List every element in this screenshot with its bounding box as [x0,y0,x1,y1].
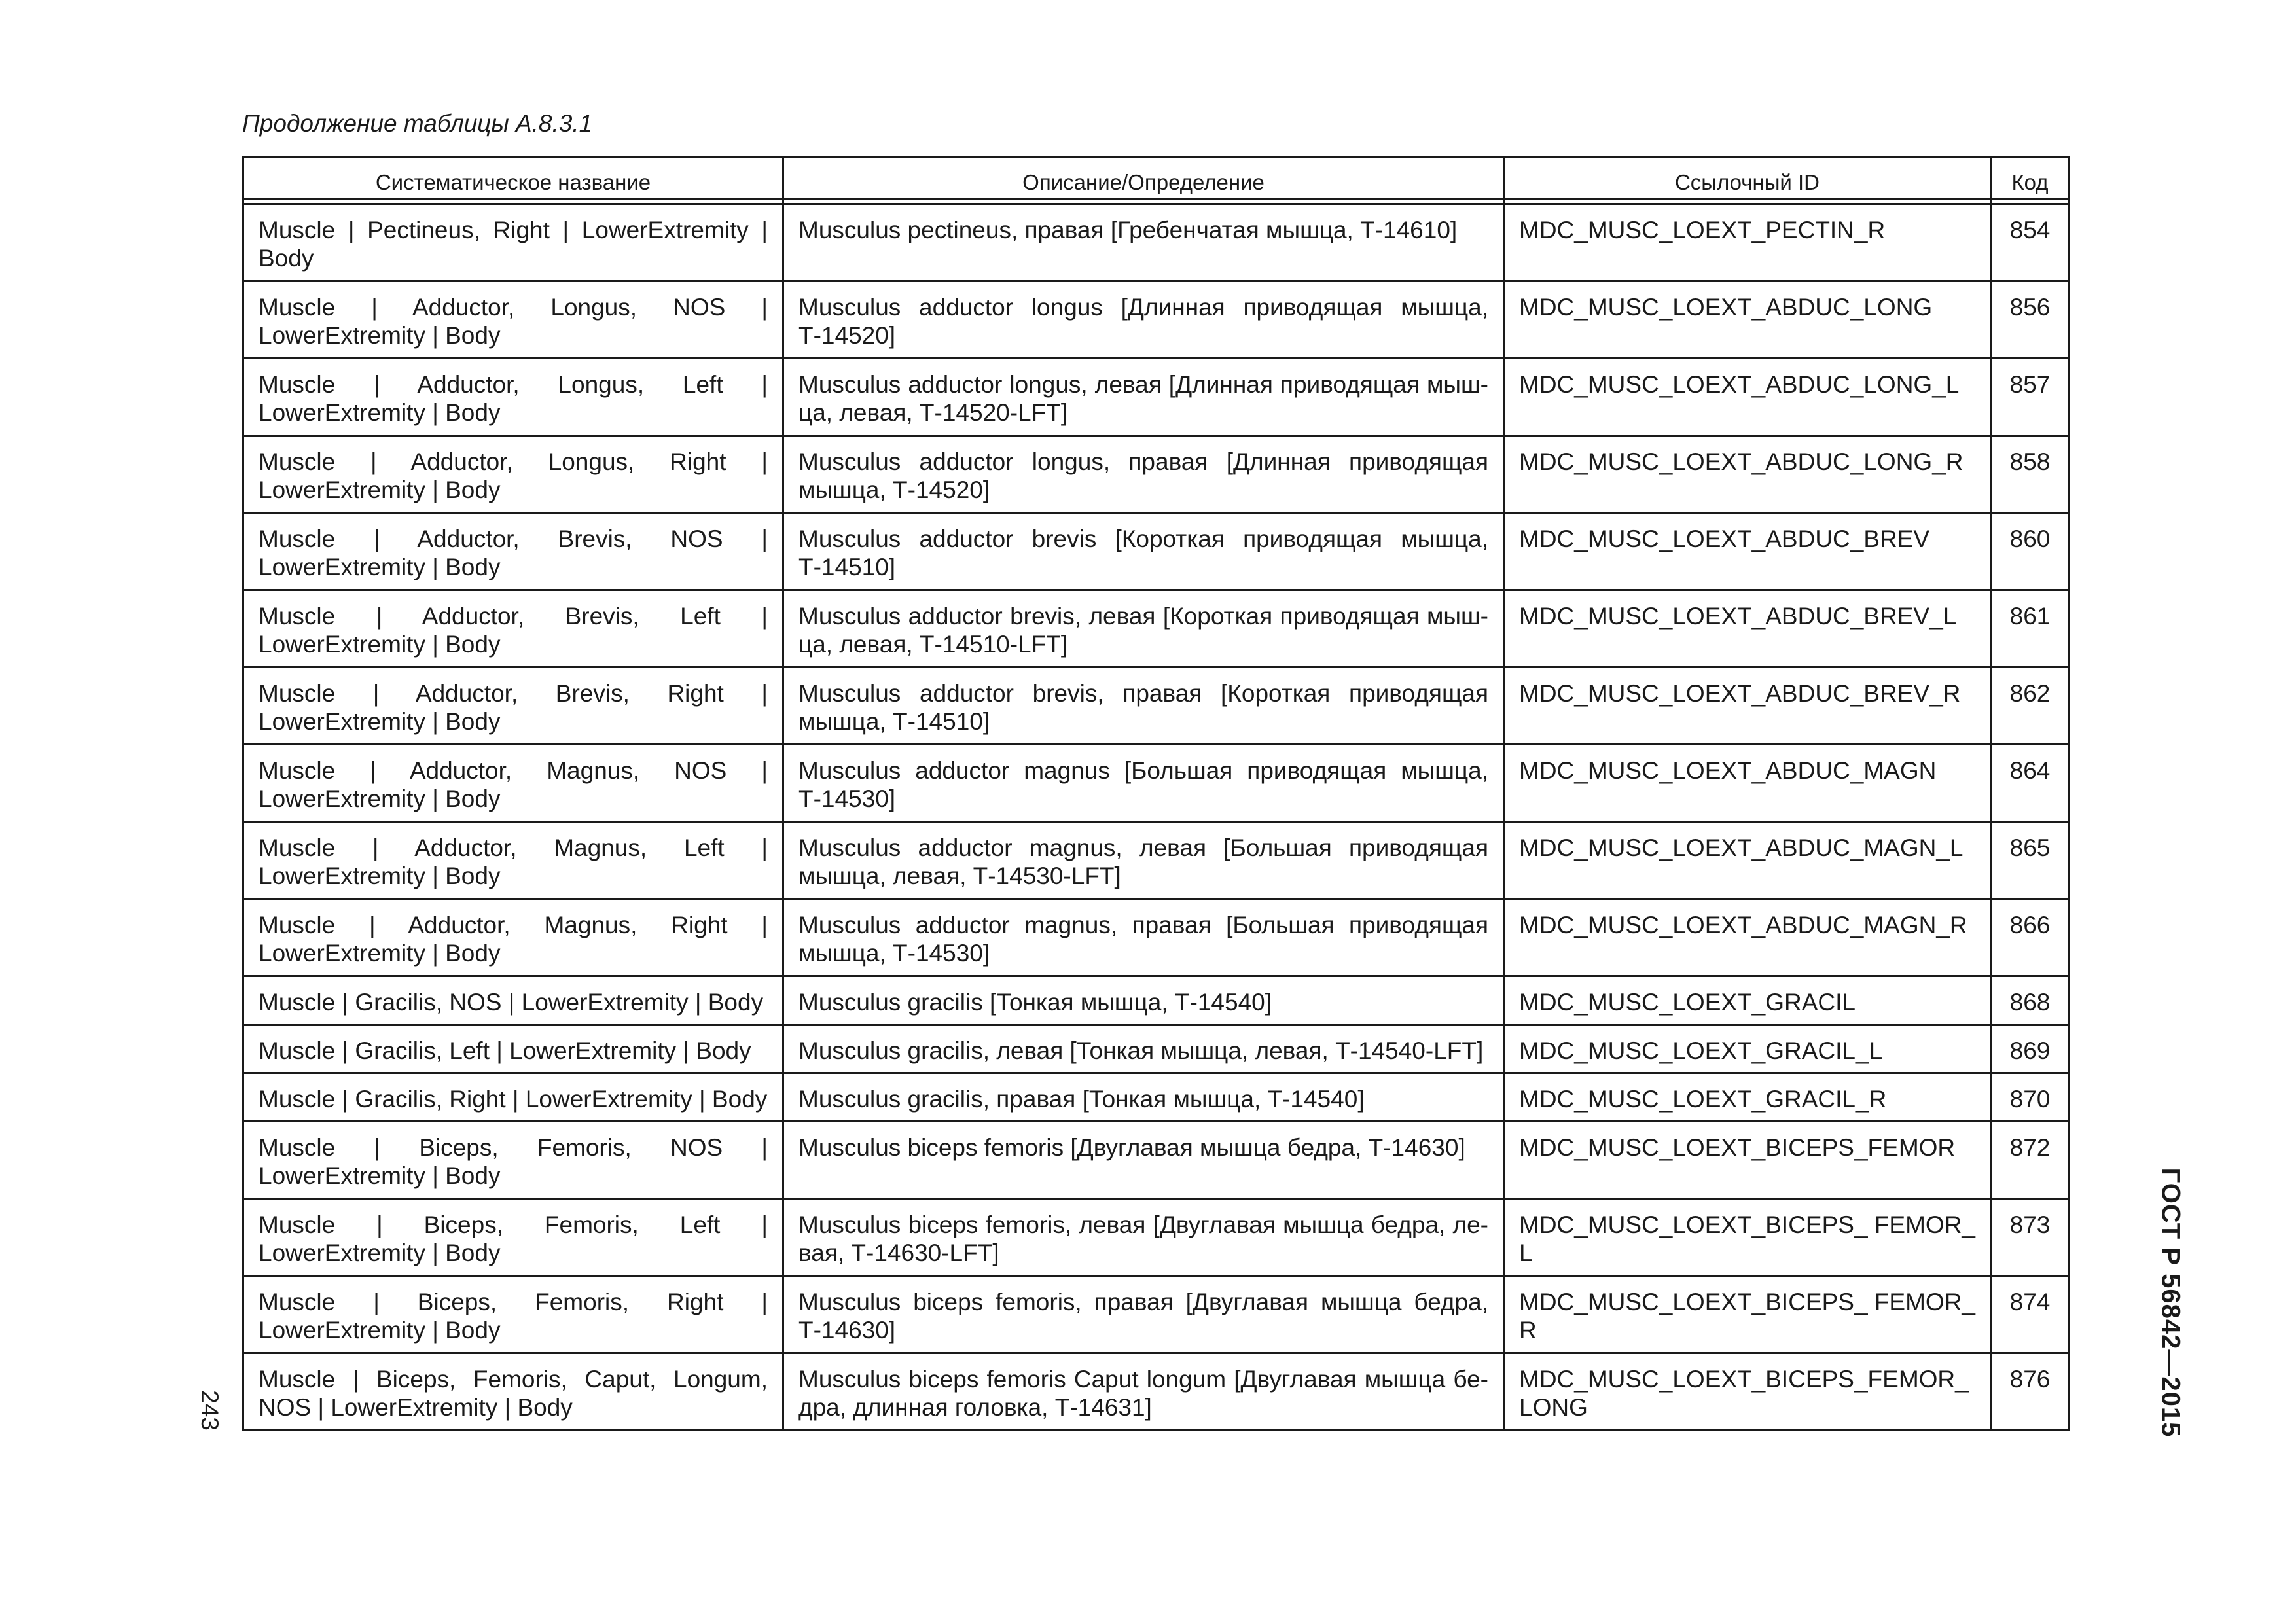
cell-reference-id: MDC_MUSC_LOEXT_ABDUC_LONG_L [1504,359,1991,436]
cell-systematic-name: Muscle | Adductor, Magnus, Left | LowerExtremity | Body [243,822,783,899]
cell-reference-id: MDC_MUSC_LOEXT_ABDUC_MAGN [1504,745,1991,822]
cell-code: 865 [1991,822,2070,899]
cell-reference-id: MDC_MUSC_LOEXT_ABDUC_LONG_R [1504,436,1991,513]
cell-description: Musculus adductor magnus, левая [Большая приводящая мышца, левая, Т-14530-LFT] [783,822,1504,899]
header-description: Описание/Определение [783,157,1504,199]
cell-description: Musculus adductor brevis [Короткая приводящая мышца, Т-14510] [783,513,1504,590]
table-row [243,590,2070,668]
cell-description: Musculus biceps femoris, левая [Двуглавая мышца бедра, ле-вая, Т-14630-LFT] [783,1199,1504,1276]
header-separator [243,199,2070,204]
table-caption: Продолжение таблицы А.8.3.1 [242,110,593,137]
cell-code: 876 [1991,1353,2070,1431]
table-row [243,1276,2070,1353]
cell-reference-id: MDC_MUSC_LOEXT_ABDUC_MAGN_R [1504,899,1991,976]
cell-reference-id: MDC_MUSC_LOEXT_BICEPS_FEMOR [1504,1122,1991,1199]
cell-reference-id: MDC_MUSC_LOEXT_GRACIL [1504,976,1991,1025]
cell-systematic-name: Muscle | Biceps, Femoris, Right | LowerExtremity | Body [243,1276,783,1353]
table-row [243,668,2070,745]
cell-reference-id: MDC_MUSC_LOEXT_ABDUC_BREV_L [1504,590,1991,668]
table-row [243,436,2070,513]
cell-systematic-name: Muscle | Gracilis, Left | LowerExtremity | Body [243,1025,783,1073]
cell-description: Musculus biceps femoris Caput longum [Двуглавая мышца бе-дра, длинная головка, Т-14631] [783,1353,1504,1431]
cell-systematic-name: Muscle | Biceps, Femoris, Caput, Longum, NOS | LowerExtremity | Body [243,1353,783,1431]
page-number [190,1381,229,1440]
table-row [243,1199,2070,1276]
cell-code: 861 [1991,590,2070,668]
table-row [243,899,2070,976]
cell-description: Musculus adductor magnus, правая [Большая приводящая мышца, Т-14530] [783,899,1504,976]
cell-description: Musculus adductor brevis, правая [Короткая приводящая мышца, Т-14510] [783,668,1504,745]
cell-code: 856 [1991,281,2070,359]
cell-code: 864 [1991,745,2070,822]
header-row [243,157,2070,199]
header-systematic-name: Систематическое название [243,157,783,199]
cell-reference-id: MDC_MUSC_LOEXT_ABDUC_MAGN_L [1504,822,1991,899]
cell-systematic-name: Muscle | Adductor, Brevis, Right | LowerExtremity | Body [243,668,783,745]
cell-code: 868 [1991,976,2070,1025]
cell-description: Musculus biceps femoris [Двуглавая мышца бедра, Т-14630] [783,1122,1504,1199]
cell-systematic-name: Muscle | Biceps, Femoris, NOS | LowerExtremity | Body [243,1122,783,1199]
cell-description: Musculus gracilis [Тонкая мышца, Т-14540] [783,976,1504,1025]
table-row [243,204,2070,281]
cell-reference-id: MDC_MUSC_LOEXT_BICEPS_FEMOR_ LONG [1504,1353,1991,1431]
table-body [243,204,2070,1431]
standard-designation-text: ГОСТ Р 56842—2015 [2156,1168,2185,1437]
cell-systematic-name: Muscle | Pectineus, Right | LowerExtremity | Body [243,204,783,281]
cell-systematic-name: Muscle | Adductor, Longus, NOS | LowerExtremity | Body [243,281,783,359]
cell-systematic-name: Muscle | Gracilis, NOS | LowerExtremity | Body [243,976,783,1025]
cell-description: Musculus biceps femoris, правая [Двуглавая мышца бедра, Т-14630] [783,1276,1504,1353]
table-row [243,1073,2070,1122]
data-table [242,156,2070,1431]
cell-reference-id: MDC_MUSC_LOEXT_BICEPS_ FEMOR_R [1504,1276,1991,1353]
cell-systematic-name: Muscle | Adductor, Longus, Right | LowerExtremity | Body [243,436,783,513]
table-row [243,1025,2070,1073]
table-row [243,513,2070,590]
cell-code: 866 [1991,899,2070,976]
table-row [243,359,2070,436]
cell-reference-id: MDC_MUSC_LOEXT_GRACIL_R [1504,1073,1991,1122]
table-row [243,1353,2070,1431]
table-row [243,1122,2070,1199]
cell-systematic-name: Muscle | Adductor, Magnus, Right | LowerExtremity | Body [243,899,783,976]
cell-code: 857 [1991,359,2070,436]
cell-code: 874 [1991,1276,2070,1353]
cell-reference-id: MDC_MUSC_LOEXT_GRACIL_L [1504,1025,1991,1073]
cell-description: Musculus adductor magnus [Большая приводящая мышца, Т-14530] [783,745,1504,822]
cell-description: Musculus adductor brevis, левая [Короткая приводящая мыш-ца, левая, Т-14510-LFT] [783,590,1504,668]
table-row [243,976,2070,1025]
cell-systematic-name: Muscle | Adductor, Brevis, Left | LowerExtremity | Body [243,590,783,668]
cell-code: 854 [1991,204,2070,281]
cell-code: 870 [1991,1073,2070,1122]
table-row [243,281,2070,359]
cell-code: 860 [1991,513,2070,590]
cell-description: Musculus gracilis, правая [Тонкая мышца, Т-14540] [783,1073,1504,1122]
cell-description: Musculus adductor longus, правая [Длинная приводящая мышца, Т-14520] [783,436,1504,513]
table-row [243,822,2070,899]
cell-code: 873 [1991,1199,2070,1276]
cell-description: Musculus adductor longus [Длинная приводящая мышца, Т-14520] [783,281,1504,359]
cell-reference-id: MDC_MUSC_LOEXT_ABDUC_BREV [1504,513,1991,590]
table-container [242,156,2068,1431]
cell-systematic-name: Muscle | Gracilis, Right | LowerExtremity | Body [243,1073,783,1122]
cell-code: 872 [1991,1122,2070,1199]
table-row [243,745,2070,822]
cell-reference-id: MDC_MUSC_LOEXT_BICEPS_ FEMOR_L [1504,1199,1991,1276]
cell-reference-id: MDC_MUSC_LOEXT_ABDUC_LONG [1504,281,1991,359]
page-number-text: 243 [196,1390,224,1431]
standard-designation [2144,1158,2197,1446]
cell-code: 858 [1991,436,2070,513]
cell-systematic-name: Muscle | Adductor, Magnus, NOS | LowerExtremity | Body [243,745,783,822]
cell-systematic-name: Muscle | Biceps, Femoris, Left | LowerExtremity | Body [243,1199,783,1276]
cell-systematic-name: Muscle | Adductor, Brevis, NOS | LowerExtremity | Body [243,513,783,590]
cell-description: Musculus adductor longus, левая [Длинная приводящая мыш-ца, левая, Т-14520-LFT] [783,359,1504,436]
cell-systematic-name: Muscle | Adductor, Longus, Left | LowerExtremity | Body [243,359,783,436]
cell-code: 862 [1991,668,2070,745]
cell-code: 869 [1991,1025,2070,1073]
header-reference-id: Ссылочный ID [1504,157,1991,199]
cell-reference-id: MDC_MUSC_LOEXT_PECTIN_R [1504,204,1991,281]
cell-description: Musculus pectineus, правая [Гребенчатая мышца, Т-14610] [783,204,1504,281]
header-code: Код [1991,157,2070,199]
cell-reference-id: MDC_MUSC_LOEXT_ABDUC_BREV_R [1504,668,1991,745]
cell-description: Musculus gracilis, левая [Тонкая мышца, левая, Т-14540-LFT] [783,1025,1504,1073]
